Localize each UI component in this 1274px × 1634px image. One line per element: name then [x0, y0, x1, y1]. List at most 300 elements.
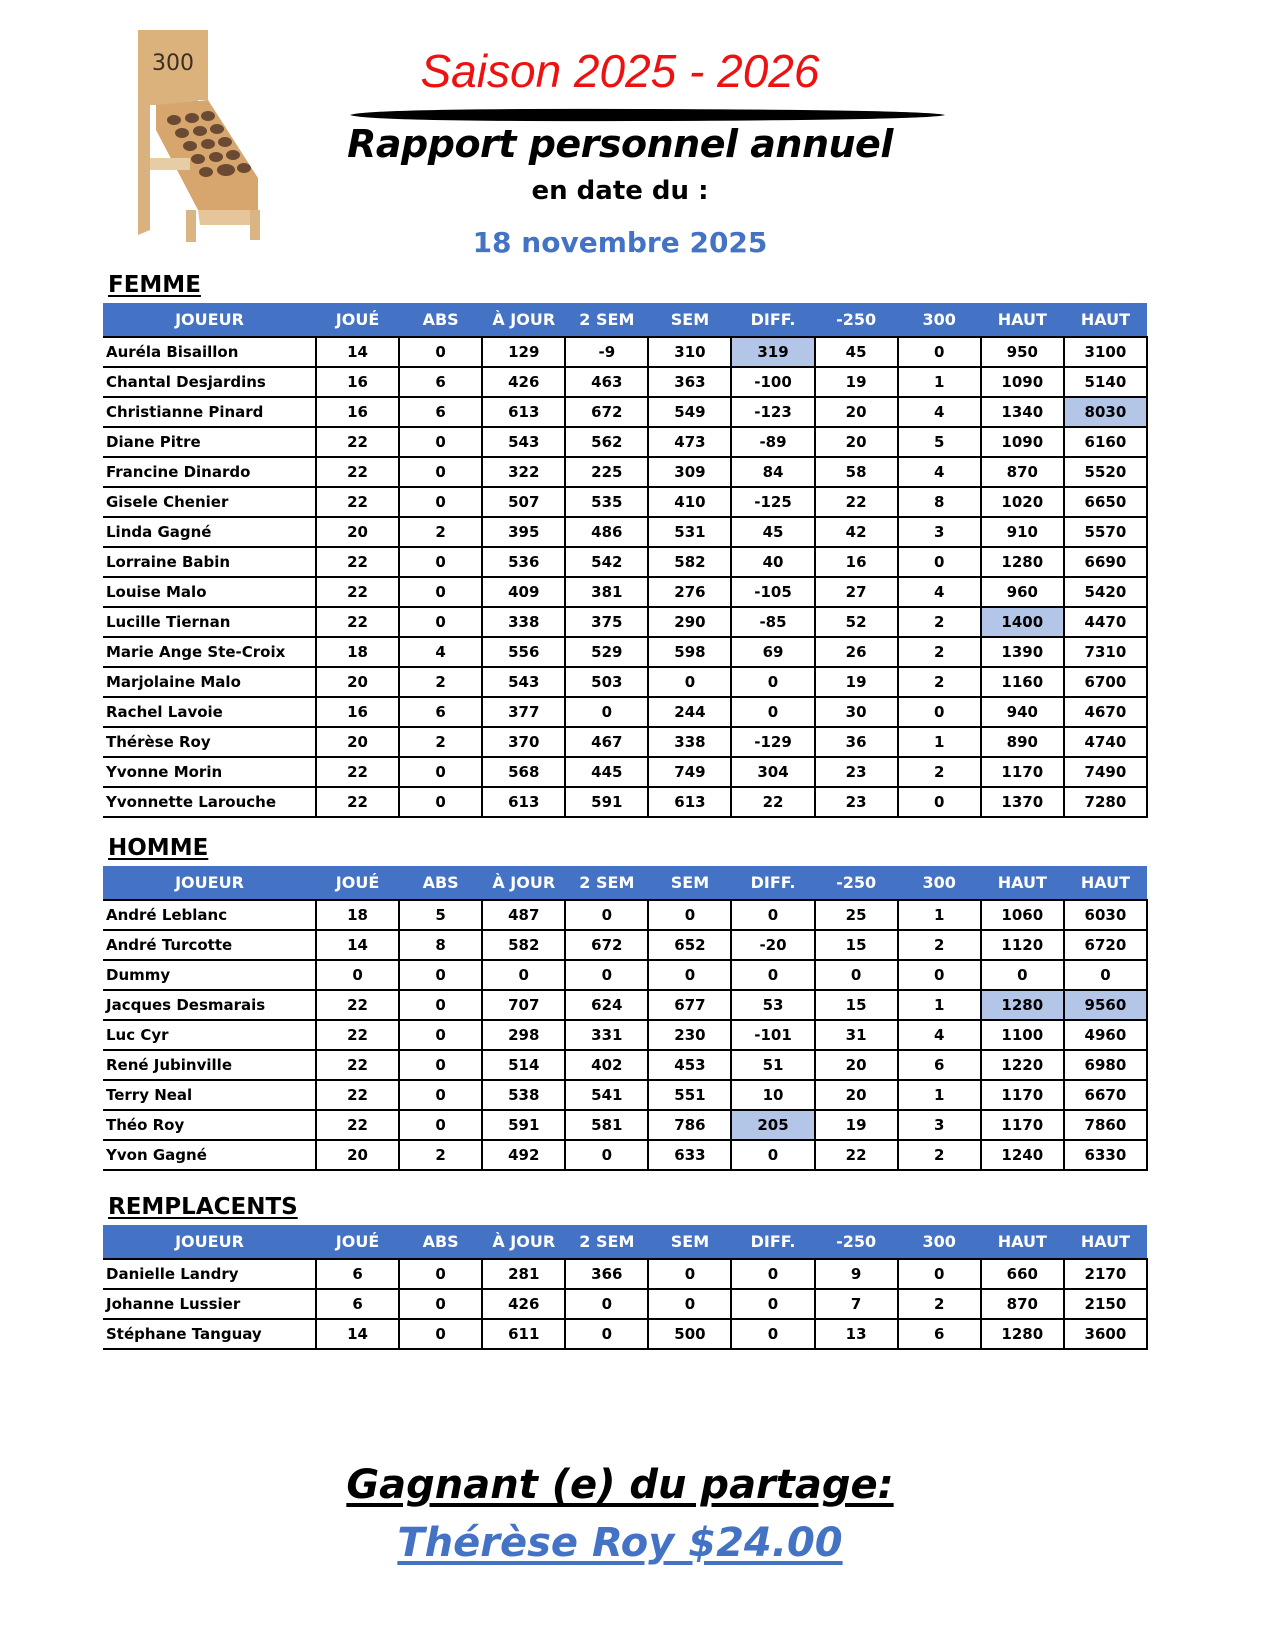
table-row: [103, 900, 1147, 930]
stat-cell: 0: [648, 960, 731, 990]
stat-cell: 0: [731, 667, 814, 697]
stat-cell: 3: [898, 1110, 981, 1140]
player-name: Chantal Desjardins: [103, 367, 316, 397]
stat-cell: 549: [648, 397, 731, 427]
stat-cell: 51: [731, 1050, 814, 1080]
table-row: [103, 990, 1147, 1020]
stat-cell: 1160: [981, 667, 1064, 697]
player-name: René Jubinville: [103, 1050, 316, 1080]
player-name: André Turcotte: [103, 930, 316, 960]
stat-cell: 514: [482, 1050, 565, 1080]
table-row: [103, 337, 1147, 367]
stat-cell: 2: [399, 1140, 482, 1170]
column-header: -250: [815, 1225, 898, 1259]
stat-cell: 4960: [1064, 1020, 1147, 1050]
stat-cell: 22: [316, 757, 399, 787]
stat-cell: 298: [482, 1020, 565, 1050]
stat-cell: 4470: [1064, 607, 1147, 637]
stat-cell: 338: [482, 607, 565, 637]
table-row: [103, 1020, 1147, 1050]
stat-cell: 0: [399, 1259, 482, 1289]
stat-cell: 363: [648, 367, 731, 397]
stat-cell: 487: [482, 900, 565, 930]
stat-cell: 26: [815, 637, 898, 667]
stat-cell: 6980: [1064, 1050, 1147, 1080]
player-name: Christianne Pinard: [103, 397, 316, 427]
stat-cell: 0: [565, 1289, 648, 1319]
player-name: Johanne Lussier: [103, 1289, 316, 1319]
stat-cell: 1: [898, 990, 981, 1020]
stat-cell: 660: [981, 1259, 1064, 1289]
stat-cell: 582: [648, 547, 731, 577]
stat-cell: 1: [898, 727, 981, 757]
stat-cell: 2: [898, 757, 981, 787]
stat-cell: 0: [731, 1140, 814, 1170]
stats-table: [103, 303, 1148, 818]
stat-cell: 581: [565, 1110, 648, 1140]
stat-cell: 0: [399, 1050, 482, 1080]
stat-cell: 0: [316, 960, 399, 990]
table-row: [103, 1289, 1147, 1319]
stat-cell: 4: [898, 577, 981, 607]
stat-cell: 6: [399, 367, 482, 397]
stat-cell: 5140: [1064, 367, 1147, 397]
stat-cell: 22: [815, 487, 898, 517]
stat-cell: 14: [316, 930, 399, 960]
section-title: HOMME: [108, 835, 209, 861]
stat-cell: 1400: [981, 607, 1064, 637]
stat-cell: 1: [898, 1080, 981, 1110]
stat-cell: -20: [731, 930, 814, 960]
stat-cell: 1: [898, 900, 981, 930]
table-row: [103, 577, 1147, 607]
table-row: [103, 1050, 1147, 1080]
stat-cell: 22: [316, 487, 399, 517]
stat-cell: 1090: [981, 427, 1064, 457]
season-title: Saison 2025 - 2026: [420, 45, 820, 97]
table-header-row: [103, 1225, 1147, 1259]
player-name: Théo Roy: [103, 1110, 316, 1140]
winner-name: Thérèse Roy $24.00: [397, 1520, 843, 1566]
player-name: Yvonne Morin: [103, 757, 316, 787]
stat-cell: 4: [399, 637, 482, 667]
column-header: À JOUR: [482, 303, 565, 337]
stat-cell: 10: [731, 1080, 814, 1110]
stat-cell: 0: [898, 960, 981, 990]
table-row: [103, 607, 1147, 637]
stat-cell: 6650: [1064, 487, 1147, 517]
stat-cell: 322: [482, 457, 565, 487]
stat-cell: 500: [648, 1319, 731, 1349]
column-header: ABS: [399, 303, 482, 337]
stat-cell: 20: [316, 517, 399, 547]
player-name: Jacques Desmarais: [103, 990, 316, 1020]
stat-cell: 281: [482, 1259, 565, 1289]
stat-cell: 749: [648, 757, 731, 787]
stat-cell: 4: [898, 397, 981, 427]
stat-cell: 2: [898, 667, 981, 697]
stat-cell: 20: [815, 1050, 898, 1080]
stat-cell: 20: [316, 667, 399, 697]
stat-cell: 672: [565, 930, 648, 960]
stat-cell: 375: [565, 607, 648, 637]
table-row: [103, 1259, 1147, 1289]
section-title: REMPLACENTS: [108, 1194, 298, 1220]
stat-cell: 0: [731, 960, 814, 990]
table-row: [103, 1319, 1147, 1349]
stat-cell: -85: [731, 607, 814, 637]
table-row: [103, 637, 1147, 667]
stat-cell: 18: [316, 637, 399, 667]
section-remplacents: [103, 1192, 1148, 1350]
stat-cell: -101: [731, 1020, 814, 1050]
stat-cell: 445: [565, 757, 648, 787]
player-name: Dummy: [103, 960, 316, 990]
stat-cell: 319: [731, 337, 814, 367]
column-header: ABS: [399, 1225, 482, 1259]
table-row: [103, 960, 1147, 990]
stat-cell: 7310: [1064, 637, 1147, 667]
stat-cell: 591: [565, 787, 648, 817]
column-header: 300: [898, 1225, 981, 1259]
stat-cell: -125: [731, 487, 814, 517]
stat-cell: -89: [731, 427, 814, 457]
stat-cell: 426: [482, 1289, 565, 1319]
stat-cell: 543: [482, 427, 565, 457]
stat-cell: 230: [648, 1020, 731, 1050]
stat-cell: 1060: [981, 900, 1064, 930]
table-row: [103, 487, 1147, 517]
stat-cell: 542: [565, 547, 648, 577]
stat-cell: 6670: [1064, 1080, 1147, 1110]
stat-cell: 870: [981, 457, 1064, 487]
stat-cell: 45: [815, 337, 898, 367]
stat-cell: 331: [565, 1020, 648, 1050]
table-row: [103, 727, 1147, 757]
stat-cell: 20: [815, 427, 898, 457]
stat-cell: 1280: [981, 547, 1064, 577]
stat-cell: 3: [898, 517, 981, 547]
stat-cell: 310: [648, 337, 731, 367]
stat-cell: 568: [482, 757, 565, 787]
stat-cell: 2: [898, 607, 981, 637]
stat-cell: 0: [399, 1319, 482, 1349]
table-row: [103, 367, 1147, 397]
stat-cell: 507: [482, 487, 565, 517]
stat-cell: 6: [316, 1289, 399, 1319]
stat-cell: 290: [648, 607, 731, 637]
stat-cell: 2: [898, 930, 981, 960]
stat-cell: 4: [898, 457, 981, 487]
stats-table: [103, 866, 1148, 1171]
stat-cell: 370: [482, 727, 565, 757]
player-name: Yvon Gagné: [103, 1140, 316, 1170]
stat-cell: 20: [815, 1080, 898, 1110]
stat-cell: 0: [898, 697, 981, 727]
stat-cell: 19: [815, 367, 898, 397]
stat-cell: 2: [399, 667, 482, 697]
stat-cell: 2: [399, 517, 482, 547]
stat-cell: 0: [399, 607, 482, 637]
stat-cell: 6720: [1064, 930, 1147, 960]
stat-cell: 205: [731, 1110, 814, 1140]
report-title: Rapport personnel annuel: [347, 122, 893, 166]
stat-cell: 0: [898, 547, 981, 577]
stat-cell: 9560: [1064, 990, 1147, 1020]
stat-cell: 22: [316, 1080, 399, 1110]
player-name: Louise Malo: [103, 577, 316, 607]
stat-cell: 14: [316, 337, 399, 367]
stat-cell: 2150: [1064, 1289, 1147, 1319]
stat-cell: 366: [565, 1259, 648, 1289]
table-header-row: [103, 303, 1147, 337]
stat-cell: 31: [815, 1020, 898, 1050]
column-header: SEM: [648, 866, 731, 900]
stat-cell: 535: [565, 487, 648, 517]
stat-cell: 6330: [1064, 1140, 1147, 1170]
player-name: Marjolaine Malo: [103, 667, 316, 697]
stat-cell: 5: [399, 900, 482, 930]
stat-cell: 22: [316, 787, 399, 817]
stat-cell: 30: [815, 697, 898, 727]
table-row: [103, 427, 1147, 457]
stat-cell: 22: [316, 1050, 399, 1080]
stat-cell: 1090: [981, 367, 1064, 397]
stat-cell: 8: [898, 487, 981, 517]
stat-cell: 381: [565, 577, 648, 607]
stat-cell: 309: [648, 457, 731, 487]
column-header: 2 SEM: [565, 303, 648, 337]
stat-cell: 23: [815, 757, 898, 787]
stat-cell: 582: [482, 930, 565, 960]
stat-cell: 0: [399, 757, 482, 787]
table-row: [103, 1140, 1147, 1170]
column-header: À JOUR: [482, 1225, 565, 1259]
winner-label: Gagnant (e) du partage:: [346, 1462, 894, 1508]
player-name: Linda Gagné: [103, 517, 316, 547]
stat-cell: 0: [648, 667, 731, 697]
player-name: Stéphane Tanguay: [103, 1319, 316, 1349]
stat-cell: 910: [981, 517, 1064, 547]
stat-cell: 42: [815, 517, 898, 547]
stat-cell: 0: [565, 1140, 648, 1170]
stat-cell: 4: [898, 1020, 981, 1050]
section-homme: [103, 833, 1148, 1171]
stat-cell: 492: [482, 1140, 565, 1170]
stat-cell: 890: [981, 727, 1064, 757]
stat-cell: 0: [399, 990, 482, 1020]
stat-cell: 395: [482, 517, 565, 547]
stat-cell: 652: [648, 930, 731, 960]
player-name: Luc Cyr: [103, 1020, 316, 1050]
table-row: [103, 930, 1147, 960]
stat-cell: 5570: [1064, 517, 1147, 547]
stat-cell: 69: [731, 637, 814, 667]
column-header: HAUT: [981, 1225, 1064, 1259]
stat-cell: 27: [815, 577, 898, 607]
stat-cell: 0: [482, 960, 565, 990]
stat-cell: 486: [565, 517, 648, 547]
stat-cell: -9: [565, 337, 648, 367]
stat-cell: 40: [731, 547, 814, 577]
stat-cell: 6: [898, 1050, 981, 1080]
column-header: DIFF.: [731, 303, 814, 337]
player-name: Lucille Tiernan: [103, 607, 316, 637]
column-header: 300: [898, 866, 981, 900]
report-date: 18 novembre 2025: [472, 226, 768, 259]
stat-cell: 531: [648, 517, 731, 547]
column-header: JOUÉ: [316, 866, 399, 900]
stat-cell: 0: [399, 960, 482, 990]
column-header: -250: [815, 866, 898, 900]
table-row: [103, 457, 1147, 487]
stat-cell: 950: [981, 337, 1064, 367]
stat-cell: 377: [482, 697, 565, 727]
stat-cell: 0: [565, 697, 648, 727]
stat-cell: 0: [565, 960, 648, 990]
table-row: [103, 517, 1147, 547]
table-row: [103, 757, 1147, 787]
column-header: -250: [815, 303, 898, 337]
stat-cell: 2: [898, 1140, 981, 1170]
column-header: SEM: [648, 1225, 731, 1259]
section-femme: [103, 270, 1148, 818]
stat-cell: 556: [482, 637, 565, 667]
stat-cell: 1170: [981, 1080, 1064, 1110]
stat-cell: 7860: [1064, 1110, 1147, 1140]
stat-cell: 225: [565, 457, 648, 487]
stat-cell: 53: [731, 990, 814, 1020]
stat-cell: 5520: [1064, 457, 1147, 487]
column-header: SEM: [648, 303, 731, 337]
column-header: HAUT: [1064, 303, 1147, 337]
stat-cell: 6: [898, 1319, 981, 1349]
stat-cell: 538: [482, 1080, 565, 1110]
stat-cell: 16: [815, 547, 898, 577]
stat-cell: 22: [316, 547, 399, 577]
stat-cell: 1280: [981, 1319, 1064, 1349]
column-header: À JOUR: [482, 866, 565, 900]
player-name: Rachel Lavoie: [103, 697, 316, 727]
stat-cell: 19: [815, 1110, 898, 1140]
stat-cell: 58: [815, 457, 898, 487]
stat-cell: 0: [731, 1289, 814, 1319]
stat-cell: 22: [316, 990, 399, 1020]
stat-cell: 0: [731, 1319, 814, 1349]
stat-cell: 410: [648, 487, 731, 517]
stat-cell: 6: [399, 697, 482, 727]
stat-cell: 16: [316, 397, 399, 427]
stat-cell: 1100: [981, 1020, 1064, 1050]
column-header: HAUT: [981, 866, 1064, 900]
stats-table: [103, 1225, 1148, 1350]
stat-cell: 16: [316, 697, 399, 727]
stat-cell: 543: [482, 667, 565, 697]
stat-cell: 562: [565, 427, 648, 457]
column-header: DIFF.: [731, 1225, 814, 1259]
stat-cell: 5: [898, 427, 981, 457]
stat-cell: 0: [565, 1319, 648, 1349]
stat-cell: 598: [648, 637, 731, 667]
stat-cell: 22: [316, 457, 399, 487]
stat-cell: 870: [981, 1289, 1064, 1319]
stat-cell: -123: [731, 397, 814, 427]
stat-cell: 1370: [981, 787, 1064, 817]
stat-cell: 22: [316, 577, 399, 607]
stat-cell: 22: [815, 1140, 898, 1170]
stat-cell: 633: [648, 1140, 731, 1170]
stat-cell: 9: [815, 1259, 898, 1289]
stat-cell: 1220: [981, 1050, 1064, 1080]
stat-cell: 13: [815, 1319, 898, 1349]
stat-cell: 0: [399, 1080, 482, 1110]
table-row: [103, 697, 1147, 727]
stat-cell: 0: [731, 697, 814, 727]
column-header: 2 SEM: [565, 1225, 648, 1259]
stat-cell: 0: [1064, 960, 1147, 990]
stat-cell: 304: [731, 757, 814, 787]
stat-cell: 338: [648, 727, 731, 757]
stat-cell: 467: [565, 727, 648, 757]
date-label: en date du :: [531, 176, 709, 206]
stat-cell: 0: [399, 1020, 482, 1050]
stat-cell: 4740: [1064, 727, 1147, 757]
column-header: HAUT: [1064, 866, 1147, 900]
stat-cell: 3600: [1064, 1319, 1147, 1349]
stat-cell: 0: [898, 337, 981, 367]
table-row: [103, 787, 1147, 817]
stat-cell: 0: [399, 1289, 482, 1319]
player-name: Gisele Chenier: [103, 487, 316, 517]
stat-cell: 611: [482, 1319, 565, 1349]
stat-cell: 1280: [981, 990, 1064, 1020]
stat-cell: 15: [815, 990, 898, 1020]
stat-cell: 1240: [981, 1140, 1064, 1170]
stat-cell: 591: [482, 1110, 565, 1140]
stat-cell: 6700: [1064, 667, 1147, 697]
stat-cell: 0: [399, 487, 482, 517]
stat-cell: 2: [898, 637, 981, 667]
stat-cell: 551: [648, 1080, 731, 1110]
stat-cell: 18: [316, 900, 399, 930]
stat-cell: 0: [648, 900, 731, 930]
column-header: DIFF.: [731, 866, 814, 900]
game-board-logo: [138, 30, 268, 245]
stat-cell: 2: [399, 727, 482, 757]
stat-cell: 6690: [1064, 547, 1147, 577]
column-header: 300: [898, 303, 981, 337]
column-header: JOUEUR: [103, 303, 316, 337]
stat-cell: 1020: [981, 487, 1064, 517]
player-name: Lorraine Babin: [103, 547, 316, 577]
stat-cell: 707: [482, 990, 565, 1020]
stat-cell: 613: [482, 787, 565, 817]
table-row: [103, 1080, 1147, 1110]
column-header: 2 SEM: [565, 866, 648, 900]
player-name: André Leblanc: [103, 900, 316, 930]
stat-cell: 1: [898, 367, 981, 397]
stat-cell: 0: [898, 1259, 981, 1289]
stat-cell: 940: [981, 697, 1064, 727]
stat-cell: 786: [648, 1110, 731, 1140]
stat-cell: 0: [399, 427, 482, 457]
title-divider: [350, 108, 945, 122]
stat-cell: 244: [648, 697, 731, 727]
stat-cell: 0: [399, 1110, 482, 1140]
stat-cell: 473: [648, 427, 731, 457]
stat-cell: 22: [316, 427, 399, 457]
stat-cell: 20: [316, 1140, 399, 1170]
